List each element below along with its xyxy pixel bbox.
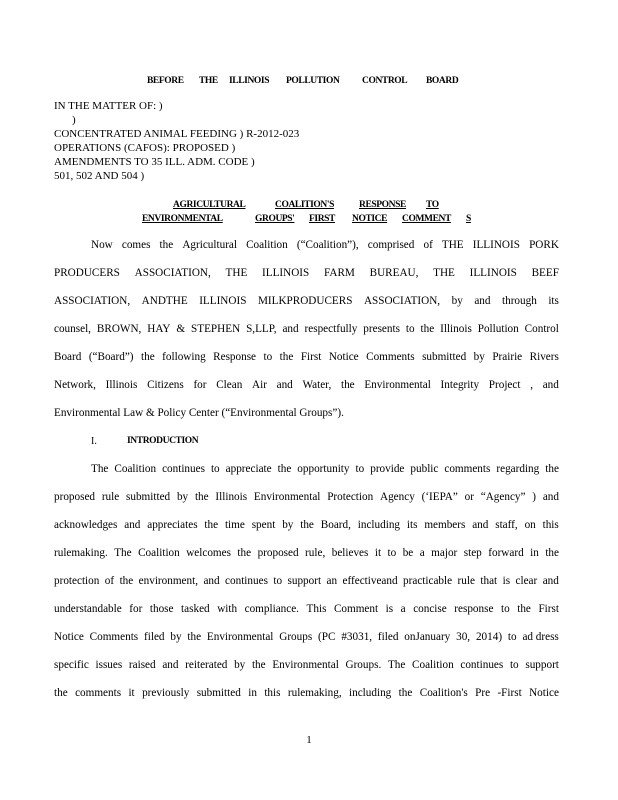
word: and <box>203 575 220 587</box>
word: ILLINOIS <box>472 239 520 251</box>
heading-word: CONTROL <box>362 76 408 86</box>
word: of <box>104 575 115 587</box>
word: S,LLP, <box>246 323 277 335</box>
word: that <box>480 575 498 587</box>
word: filed <box>144 631 165 643</box>
word: Groups. <box>345 659 382 671</box>
word: (“Coalition”), <box>296 239 359 251</box>
word: understandable <box>54 603 122 615</box>
word: by <box>176 491 189 503</box>
word: the <box>277 463 292 475</box>
word: Coalition <box>412 659 454 671</box>
word: Coalition <box>114 463 157 475</box>
word: Protection <box>327 491 374 503</box>
word: and <box>124 519 141 531</box>
paragraph-line <box>91 239 559 252</box>
word: & <box>176 323 186 335</box>
word: Board <box>54 351 82 363</box>
word: HAY <box>147 323 171 335</box>
word: BROWN, <box>96 323 142 335</box>
word: acknowledges <box>54 519 118 531</box>
word: the <box>119 575 134 587</box>
word: -First <box>497 687 522 699</box>
word: the <box>141 351 155 363</box>
word: comments <box>75 687 122 699</box>
word: Prairie <box>492 351 523 363</box>
word: Now <box>91 239 113 251</box>
word: clear <box>515 575 538 587</box>
title-word: COALITION'S <box>275 200 334 210</box>
word: and <box>282 323 299 335</box>
word: The <box>91 463 109 475</box>
word: ILLINOIS <box>199 295 247 307</box>
word: MILKPRODUCERS <box>257 295 353 307</box>
word: previously <box>142 687 190 699</box>
word: ASSOCIATION, <box>363 295 441 307</box>
word: the <box>237 547 252 559</box>
word: is <box>502 575 511 587</box>
word: the <box>517 603 531 615</box>
word: effectiveand <box>342 575 398 587</box>
title-word: GROUPS' <box>255 214 295 224</box>
paragraph-line <box>54 379 559 392</box>
word: rule <box>101 491 120 503</box>
word: it <box>128 687 135 699</box>
word: Response <box>213 351 257 363</box>
word: Pollution <box>477 323 519 335</box>
paragraph-line <box>54 519 559 532</box>
word: by <box>170 631 182 643</box>
word: Coalition <box>138 547 180 559</box>
word: onJanuary <box>404 631 451 643</box>
word: BUREAU, <box>369 267 419 279</box>
word: submitted <box>422 351 467 363</box>
caption-line-3: AMENDMENTS TO 35 ILL. ADM. CODE ) <box>54 156 255 168</box>
word: Board, <box>320 519 351 531</box>
word: Environmental <box>253 491 321 503</box>
word: be <box>402 547 414 559</box>
word: staff, <box>495 519 518 531</box>
word: welcomes <box>186 547 231 559</box>
caption-line-4: 501, 502 AND 504 ) <box>54 170 145 182</box>
word: an <box>326 575 338 587</box>
paragraph-line <box>54 547 559 560</box>
word: its <box>548 295 559 307</box>
paragraph-line <box>54 323 559 336</box>
word: with <box>217 603 238 615</box>
word: the <box>398 687 413 699</box>
word: and <box>472 519 489 531</box>
word: through <box>502 295 537 307</box>
word: to <box>507 631 517 643</box>
word: rulemaking. <box>54 547 108 559</box>
word: it <box>374 547 382 559</box>
word: the <box>54 687 68 699</box>
word: Illinois <box>440 323 472 335</box>
paragraph-line <box>54 687 559 700</box>
word: tasked <box>181 603 210 615</box>
word: Network, <box>54 379 96 391</box>
word: THE <box>441 239 464 251</box>
word: (‘IEPA” <box>421 491 458 503</box>
section-number: I. <box>91 436 97 447</box>
word: is <box>385 603 394 615</box>
word: appreciates <box>147 519 198 531</box>
word: Comments <box>366 351 415 363</box>
word: Comments <box>89 631 139 643</box>
word: and <box>162 659 179 671</box>
word: STEPHEN <box>191 323 241 335</box>
title-word: ENVIRONMENTAL <box>142 214 223 224</box>
word: members <box>424 519 466 531</box>
heading-word: ILLINOIS <box>229 76 270 86</box>
paragraph-line <box>54 351 559 364</box>
word: public <box>410 463 439 475</box>
word: Integrity <box>440 379 480 391</box>
title-word: COMMENT <box>402 214 451 224</box>
word: THE <box>433 267 455 279</box>
word: and <box>542 379 559 391</box>
word: , <box>530 379 533 391</box>
word: appreciate <box>225 463 272 475</box>
word: this <box>542 519 559 531</box>
word: comprised <box>367 239 415 251</box>
word: and <box>276 379 293 391</box>
word: (PC <box>318 631 336 643</box>
word: to <box>509 659 519 671</box>
word: proposed <box>257 547 299 559</box>
word: by <box>282 519 294 531</box>
title-word: RESPONSE <box>359 200 406 210</box>
word: Citizens <box>147 379 184 391</box>
word: specific <box>54 659 89 671</box>
word: filed <box>377 631 399 643</box>
word: Coalition <box>246 239 288 251</box>
word: following <box>162 351 206 363</box>
word: the <box>187 631 202 643</box>
word: and <box>474 295 491 307</box>
word: Environmental <box>206 631 274 643</box>
word: to <box>273 575 283 587</box>
word: time <box>224 519 245 531</box>
word: This <box>306 603 327 615</box>
word: by <box>234 659 246 671</box>
word: issues <box>95 659 123 671</box>
word: Groups <box>279 631 313 643</box>
word: to <box>210 463 220 475</box>
title-word: S <box>466 214 471 224</box>
word: The <box>114 547 132 559</box>
word: the <box>204 519 219 531</box>
word: rule <box>457 575 475 587</box>
paragraph-line <box>91 463 559 476</box>
word: those <box>149 603 174 615</box>
caption-line-1: CONCENTRATED ANIMAL FEEDING ) R-2012-023 <box>54 128 300 140</box>
word: FARM <box>323 267 355 279</box>
word: ILLINOIS <box>469 267 517 279</box>
paragraph-line <box>54 491 559 504</box>
word: Illinois <box>105 379 138 391</box>
word: submitted <box>126 491 171 503</box>
word: continues <box>162 463 205 475</box>
word: Notice <box>529 687 559 699</box>
word: (“Board”) <box>88 351 134 363</box>
word: Air <box>252 379 267 391</box>
paragraph-line <box>54 603 559 616</box>
paragraph-line <box>54 295 559 308</box>
word: Notice <box>328 351 359 363</box>
word: a <box>400 603 406 615</box>
word: support <box>287 575 322 587</box>
word: for <box>129 603 143 615</box>
word: major <box>431 547 458 559</box>
word: ASSOCIATION, <box>134 267 211 279</box>
word: Illinois <box>215 491 248 503</box>
word: Agricultural <box>182 239 237 251</box>
word: its <box>406 519 418 531</box>
word: submitted <box>196 687 241 699</box>
word: to <box>387 547 397 559</box>
word: #3031, <box>341 631 373 643</box>
word: believes <box>331 547 369 559</box>
word: Clean <box>216 379 243 391</box>
word: the <box>545 463 559 475</box>
paragraph-line <box>54 575 559 588</box>
word: ASSOCIATION, <box>54 295 131 307</box>
word: PORK <box>529 239 559 251</box>
word: to <box>263 351 273 363</box>
word: reiterated <box>185 659 228 671</box>
title-word: FIRST <box>309 214 335 224</box>
word: raised <box>128 659 156 671</box>
title-word: AGRICULTURAL <box>173 200 246 210</box>
word: regarding <box>496 463 540 475</box>
word: the <box>279 351 294 363</box>
word: protection <box>54 575 100 587</box>
word: comments <box>444 463 491 475</box>
word: by <box>451 295 463 307</box>
word: environment, <box>138 575 199 587</box>
word: comes <box>121 239 151 251</box>
word: Environmental <box>364 379 431 391</box>
word: proposed <box>54 491 96 503</box>
word: concise <box>413 603 447 615</box>
word: this <box>264 687 281 699</box>
word: including <box>349 687 392 699</box>
word: to <box>500 603 510 615</box>
paragraph-line <box>54 267 559 280</box>
word: the <box>420 323 435 335</box>
paragraph-line <box>54 631 559 644</box>
title-word: NOTICE <box>352 214 388 224</box>
word: opportunity <box>297 463 350 475</box>
word: Environmental <box>272 659 339 671</box>
word: support <box>525 659 559 671</box>
word: forward <box>488 547 524 559</box>
word: the <box>545 547 559 559</box>
section-title: INTRODUCTION <box>127 436 199 446</box>
word: to <box>405 323 415 335</box>
heading-word: POLLUTION <box>286 76 340 86</box>
word: continues <box>460 659 504 671</box>
word: ILLINOIS <box>262 267 310 279</box>
word: on <box>524 519 536 531</box>
word: compliance. <box>244 603 299 615</box>
heading-word: THE <box>199 76 218 86</box>
word: THE <box>225 267 248 279</box>
opening-paragraph-last-line: Environmental Law & Policy Center (“Environmental Groups”). <box>54 407 344 419</box>
word: ad dress <box>522 631 559 643</box>
word: Pre <box>475 687 491 699</box>
word: Control <box>524 323 559 335</box>
page-number: 1 <box>306 734 312 746</box>
word: the <box>194 491 209 503</box>
word: provide <box>370 463 405 475</box>
word: by <box>473 351 485 363</box>
word: in <box>530 547 539 559</box>
word: BEEF <box>531 267 559 279</box>
word: the <box>251 659 266 671</box>
word: ANDTHE <box>141 295 188 307</box>
word: and <box>542 575 559 587</box>
word: in <box>248 687 257 699</box>
caption-paren: ) <box>72 114 76 126</box>
word: the <box>159 239 174 251</box>
title-word: TO <box>426 200 439 210</box>
word: PRODUCERS <box>54 267 120 279</box>
caption-in-the-matter: IN THE MATTER OF: ) <box>54 100 163 112</box>
word: presents <box>363 323 400 335</box>
word: Comment <box>333 603 379 615</box>
caption-line-2: OPERATIONS (CAFOS): PROPOSED ) <box>54 142 236 154</box>
word: the <box>300 519 314 531</box>
word: counsel, <box>54 323 91 335</box>
word: practicable <box>403 575 453 587</box>
word: “Agency” <box>480 491 526 503</box>
word: step <box>463 547 482 559</box>
word: respectfully <box>304 323 358 335</box>
word: including <box>357 519 401 531</box>
word: for <box>193 379 207 391</box>
word: to <box>355 463 365 475</box>
word: 2014) <box>475 631 503 643</box>
word: of <box>423 239 433 251</box>
word: rule, <box>305 547 326 559</box>
paragraph-line <box>54 659 559 672</box>
word: continues <box>225 575 268 587</box>
heading-word: BEFORE <box>147 76 184 86</box>
word: Coalition's <box>419 687 468 699</box>
word: Notice <box>54 631 84 643</box>
word: Water, <box>302 379 332 391</box>
word: and <box>542 491 559 503</box>
word: a <box>419 547 425 559</box>
word: First <box>300 351 322 363</box>
word: 30, <box>456 631 471 643</box>
word: The <box>387 659 406 671</box>
heading-word: BOARD <box>426 76 459 86</box>
word: or <box>464 491 474 503</box>
word: rulemaking, <box>287 687 342 699</box>
word: ) <box>532 491 537 503</box>
word: Project <box>488 379 521 391</box>
word: Rivers <box>529 351 559 363</box>
word: First <box>538 603 559 615</box>
word: Agency <box>380 491 415 503</box>
word: the <box>340 379 355 391</box>
word: spent <box>251 519 276 531</box>
word: response <box>454 603 494 615</box>
